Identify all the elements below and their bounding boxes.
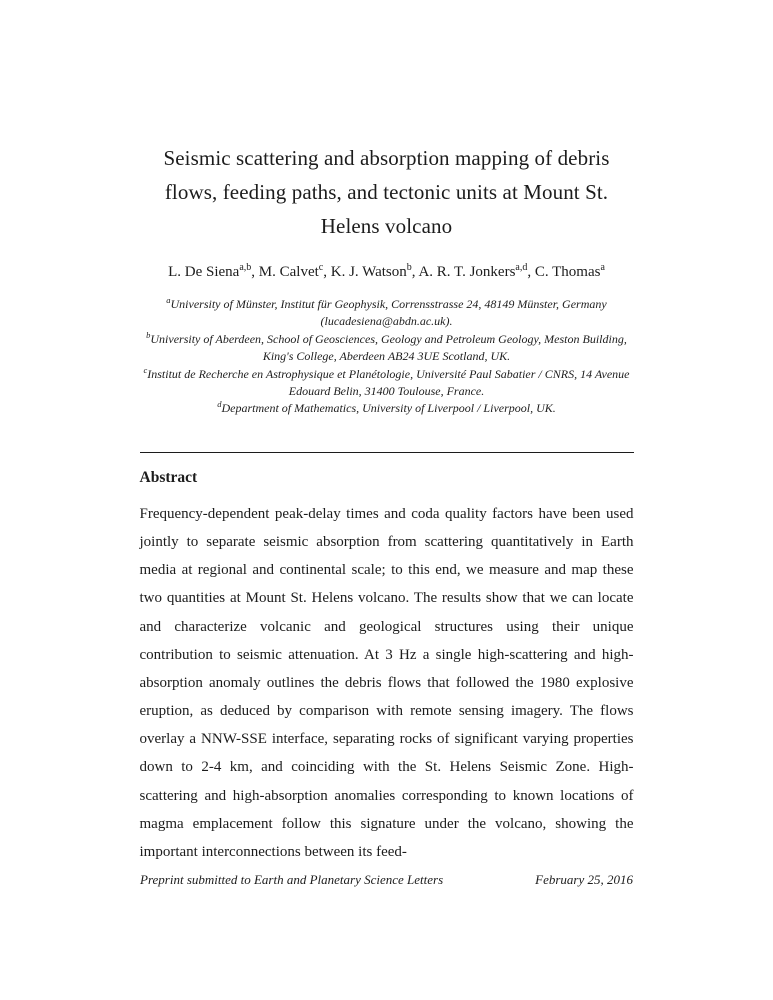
- affiliation-marker: c: [143, 364, 148, 375]
- page-footer: [140, 872, 633, 888]
- author-name: K. J. Watson: [330, 264, 407, 281]
- author-affiliation-marker: b: [406, 262, 412, 274]
- author-affiliation-marker: c: [318, 262, 324, 274]
- author-name: C. Thomas: [534, 264, 601, 281]
- author-name: M. Calvet: [258, 264, 319, 281]
- author-name: A. R. T. Jonkers: [418, 264, 516, 281]
- affiliation-line: $^b$University of Aberdeen, School of Geosciences, Geology and Petroleum Geology, Meston Building, King's College, Aberdeen AB24 3UE Scotland, UK.: [146, 329, 627, 364]
- author-affiliation-marker: a,d: [515, 262, 528, 274]
- paper-title: Seismic scattering and absorption mapping of debris flows, feeding paths, and tectonic units at Mount St. Helens volcano: [163, 146, 610, 239]
- abstract-heading: Abstract: [139, 468, 198, 486]
- submission-date: February 25, 2016: [535, 872, 633, 887]
- abstract-text: Frequency-dependent peak-delay times and coda quality factors have been used jointly to separate seismic absorption from scattering quantitatively in Earth media at regional and continental scale; to this end, we measure and map these two quantities at Mount St. Helens volcano. The results show that we can locate and characterize volcanic and geological structures using their unique contribution to seismic attenuation. At 3 Hz a single high-scattering and high-absorption anomaly outlines the debris flows that followed the 1980 explosive eruption, as deduced by comparison with remote sensing imagery. The flows overlay a NNW-SSE interface, separating rocks of significant varying properties down to 2-4 km, and coinciding with the St. Helens Seismic Zone. High-scattering and high-absorption anomalies corresponding to known locations of magma emplacement follow this signature under the volcano, showing the important interconnections between its feed-: [139, 505, 634, 861]
- affiliation-line: $^d$Department of Mathematics, University of Liverpool / Liverpool, UK.: [217, 399, 556, 416]
- affiliations: [140, 296, 634, 418]
- affiliation-marker: d: [217, 399, 222, 410]
- author-line: L. De Siena$^{a,b}$, M. Calvet$^c$, K. J. Watson$^b$, A. R. T. Jonkers$^{a,d}$, C. Thomas$^a$: [168, 262, 605, 281]
- abstract-divider: [140, 452, 634, 453]
- preprint-note: Preprint submitted to Earth and Planetary Science Letters: [140, 872, 444, 887]
- author-name: L. De Siena: [168, 264, 240, 281]
- paper-content: [140, 0, 634, 866]
- author-affiliation-marker: a,b: [239, 262, 252, 274]
- affiliation-line: $^a$University of Münster, Institut für Geophysik, Corrensstrasse 24, 48149 Münster, Germany (lucadesiena@abdn.ac.uk).: [166, 295, 607, 329]
- author-affiliation-marker: a: [600, 262, 605, 274]
- affiliation-marker: b: [146, 329, 151, 340]
- affiliation-marker: a: [166, 295, 171, 306]
- affiliation-line: $^c$Institut de Recherche en Astrophysique et Planétologie, Université Paul Sabatier / CNRS, 14 Avenue Edouard Belin, 31400 Toulouse, France.: [143, 364, 630, 398]
